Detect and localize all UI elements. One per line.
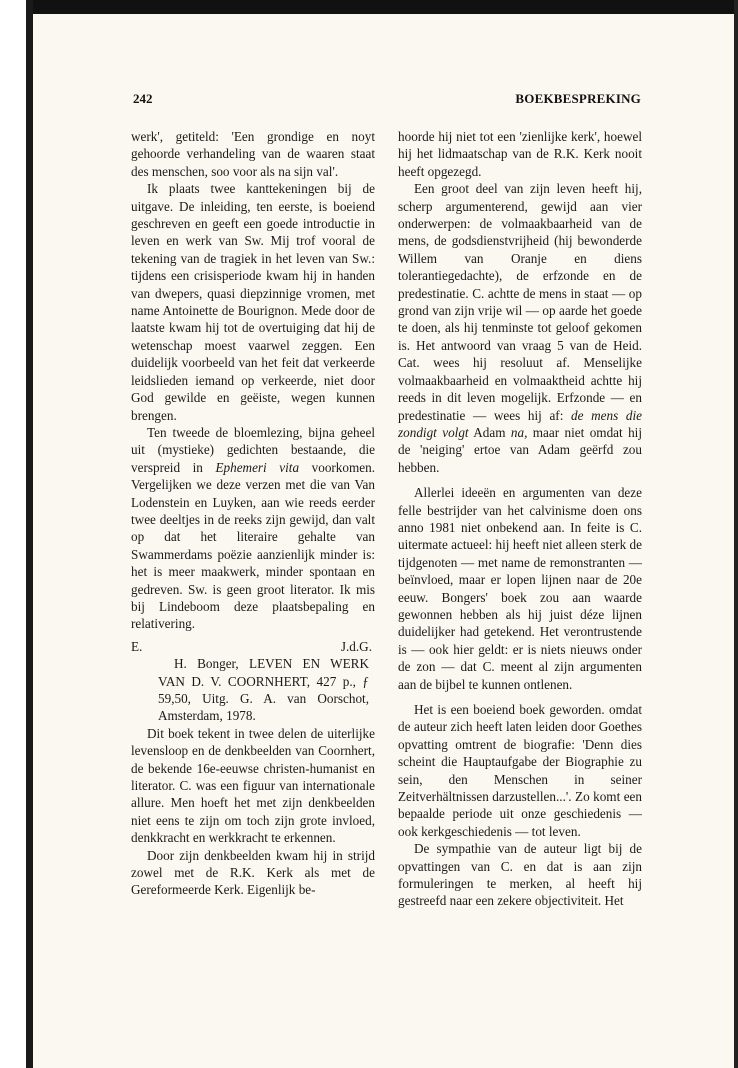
review-signature	[131, 638, 375, 655]
italic-text: na,	[510, 424, 528, 440]
paragraph-text: Een groot deel van zijn leven heeft hij, scherp argumenterend, gewijd aan vier onderwerpen: de volmaakbaarheid van de mens, de godsdienstvrijheid (hij bewonderde Willem van Oranje en diens tolerantiegedachte), de erfzonde en de predestinatie. C. achtte de mens in staat — op grond van zijn vrije wil — op aarde het goede te doen, als hij tenminste tot geloof gekomen is. Het antwoord van vraag 5 van de Heid. Cat. wees hij resoluut af. Menselijke volmaakbaarheid en volmaaktheid achtte hij reeds in dit leven mogelijk. Erfzonde — en predestinatie — wees hij af:	[398, 181, 642, 423]
paragraph	[131, 424, 375, 633]
signature-initial: E.	[131, 638, 143, 654]
left-column	[131, 128, 375, 899]
paragraph-text: Adam	[468, 424, 511, 440]
paragraph-text: voorkomen. Vergelijken we deze verzen met die van Van Lodenstein en Luyken, aan wie reeds eerder twee deeltjes in de reeks zijn gewijd, dan valt op dat het literaire gehalte van Swammerdams poëzie aanzienlijk minder is: het is meer maakwerk, minder spontaan en gedreven. Sw. is geen groot literator. Ik mis bij Lindeboom deze plaatsbepaling en relativering.	[131, 459, 375, 632]
scan-edge-right	[734, 0, 738, 1068]
paragraph: Allerlei ideeën en argumenten van deze felle bestrijder van het calvinisme doen ons anno 1981 niet onbekend aan. In feite is C. uitermate actueel: hij heeft niet alleen sterk de tijdgenoten — met name de remonstranten — beïnvloed, maar er lopen lijnen naar de 20e eeuw. Bongers' boek zou aan waarde gewonnen hebben als hij juist déze lijnen duidelijker had getekend. Het verontrustende is — ook hier geldt: er is niets nieuws onder de zon — dat C. meent al zijn argumenten aan de bijbel te kunnen ontlenen.	[398, 485, 642, 692]
running-header	[133, 91, 641, 111]
paragraph: Dit boek tekent in twee delen de uiterlijke levensloop en de denkbeelden van Coornhert, de bekende 16e-eeuwse christen-humanist en literator. C. was een figuur van internationale allure. Men hoeft het met zijn denkbeelden niet eens te zijn om toch zijn grote invloed, denkkracht en werkkracht te erkennen.	[131, 725, 375, 846]
running-title: BOEKBESPREKING	[515, 91, 641, 106]
paragraph: Ik plaats twee kanttekeningen bij de uitgave. De inleiding, ten eerste, is boeiend geschreven en geeft een goede introductie in leven en werk van Sw. Mij trof vooral de tekening van de tragiek in het leven van Sw.: tijdens een crisisperiode kwam hij in handen van dwepers, quasi diepzinnige vromen, met name Antoinette de Bourignon. Mede door de laatste kwam hij tot de overtuiging dat hij de wetenschap moest vaarwel zeggen. Een duidelijk voorbeeld van het feit dat verkeerde leidslieden iemand op verkeerde, niet door God gewilde en geëiste, wegen kunnen brengen.	[131, 181, 375, 423]
paragraph-text: maar niet omdat hij de 'neiging' ertoe van Adam geërfd zou hebben.	[398, 424, 642, 475]
italic-text: de mens die zondigt volgt	[398, 407, 642, 440]
paragraph: hoorde hij niet tot een 'zienlijke kerk', hoewel hij het lidmaatschap van de R.K. Kerk nooit heeft opgezegd.	[398, 129, 642, 179]
italic-title: Ephemeri vita	[215, 459, 300, 475]
paragraph	[398, 180, 642, 476]
scan-edge-top	[28, 0, 738, 14]
paragraph-gap	[398, 693, 642, 701]
paragraph: De sympathie van de auteur ligt bij de opvattingen van C. en dat is aan zijn formuleringen te merken, al heeft hij gestreefd naar een zekere objectiviteit. Het	[398, 841, 642, 909]
paragraph-gap	[398, 476, 642, 484]
paragraph: werk', getiteld: 'Een grondige en noyt gehoorde verhandeling van de waaren staat des menschen, soo voor als na sijn val'.	[131, 129, 375, 179]
paragraph-text: Ten tweede de bloemlezing, bijna geheel uit (mystieke) gedichten bestaande, die verspreid in	[131, 424, 375, 475]
paragraph: Het is een boeiend boek geworden. omdat de auteur zich heeft laten leiden door Goethes opvatting omtrent de biografie: 'Denn dies scheint die Hauptaufgabe der Biographie zu sein, den Menschen in seiner Zeitverhältnissen darzustellen...'. Zo komt een bepaalde periode uit onze geschiedenis — ook kerkgeschiedenis — tot leven.	[398, 702, 642, 839]
paragraph: Door zijn denkbeelden kwam hij in strijd zowel met de R.K. Kerk als met de Gereformeerde Kerk. Eigenlijk be-	[131, 847, 375, 898]
signature-author: J.d.G.	[340, 638, 372, 654]
book-reference: H. Bonger, LEVEN EN WERK VAN D. V. COORNHERT, 427 p., ƒ 59,50, Uitg. G. A. van Oorschot, Amsterdam, 1978.	[158, 656, 369, 724]
page-number: 242	[133, 91, 153, 106]
right-column	[398, 128, 642, 910]
scan-edge-left	[26, 0, 33, 1068]
